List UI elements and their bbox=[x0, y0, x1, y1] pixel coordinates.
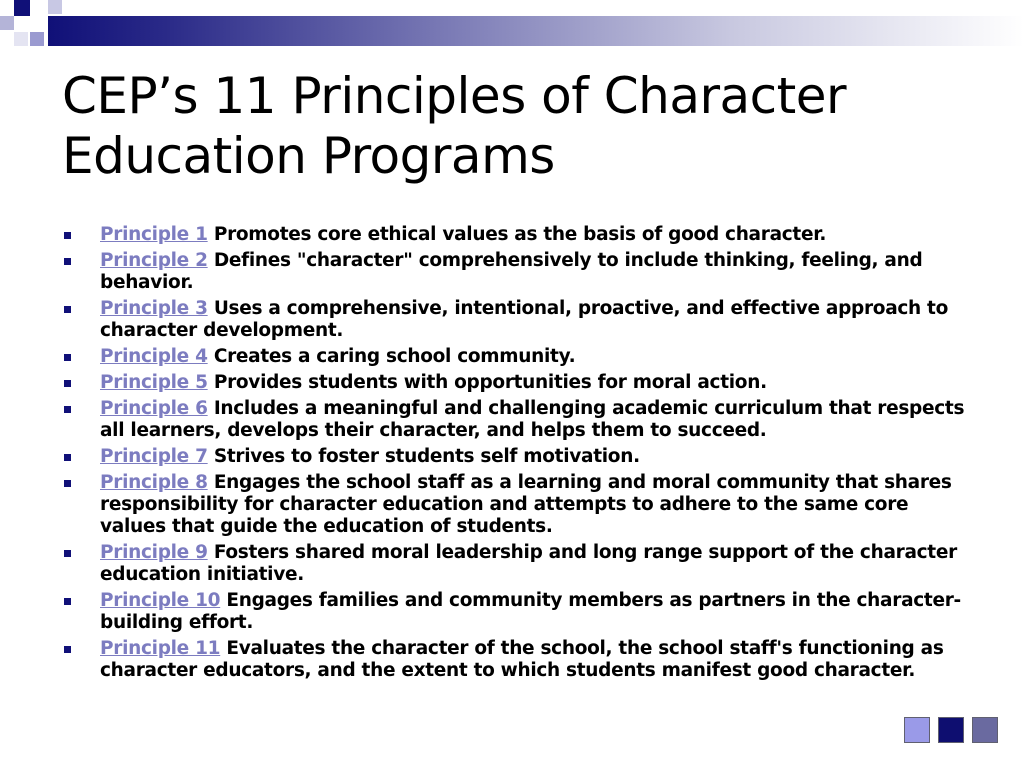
list-item bbox=[62, 372, 967, 394]
bullet-square-icon bbox=[64, 550, 71, 557]
bullet-square-icon bbox=[64, 354, 71, 361]
bullet-square-icon bbox=[64, 380, 71, 387]
list-item bbox=[62, 224, 967, 246]
principle-10-link[interactable]: Principle 10 bbox=[100, 590, 221, 611]
decor-square bbox=[30, 32, 44, 46]
principles-list bbox=[62, 224, 967, 686]
nav-square-icon bbox=[972, 717, 998, 743]
principle-text: Engages the school staff as a learning and moral community that shares responsibility for character education and attempts to adhere to the same core values that guide the education of students. bbox=[100, 472, 952, 537]
principle-text: Includes a meaningful and challenging academic curriculum that respects all learners, develops their character, and helps them to succeed. bbox=[100, 398, 965, 441]
slide-title: CEP’s 11 Principles of Character Education Programs bbox=[62, 67, 847, 185]
decor-square bbox=[14, 32, 28, 46]
principle-text: Fosters shared moral leadership and long range support of the character education initiative. bbox=[100, 542, 957, 585]
list-item bbox=[62, 542, 967, 586]
principle-3-link[interactable]: Principle 3 bbox=[100, 298, 208, 319]
bullet-square-icon bbox=[64, 306, 71, 313]
decor-square bbox=[14, 0, 30, 16]
principle-1-link[interactable]: Principle 1 bbox=[100, 224, 208, 245]
list-item bbox=[62, 638, 967, 682]
bullet-square-icon bbox=[64, 258, 71, 265]
bullet-square-icon bbox=[64, 598, 71, 605]
list-item bbox=[62, 298, 967, 342]
principle-text: Engages families and community members as partners in the character-building effort. bbox=[100, 590, 961, 633]
bullet-square-icon bbox=[64, 454, 71, 461]
principle-7-link[interactable]: Principle 7 bbox=[100, 446, 208, 467]
list-item bbox=[62, 590, 967, 634]
decor-square bbox=[0, 16, 14, 30]
principle-text: Creates a caring school community. bbox=[213, 346, 576, 367]
bullet-square-icon bbox=[64, 232, 71, 239]
principle-text: Strives to foster students self motivation. bbox=[213, 446, 640, 467]
nav-square-icon bbox=[938, 717, 964, 743]
principle-4-link[interactable]: Principle 4 bbox=[100, 346, 208, 367]
principle-5-link[interactable]: Principle 5 bbox=[100, 372, 208, 393]
bullet-square-icon bbox=[64, 480, 71, 487]
principle-text: Provides students with opportunities for moral action. bbox=[213, 372, 767, 393]
principle-11-link[interactable]: Principle 11 bbox=[100, 638, 221, 659]
bullet-square-icon bbox=[64, 646, 71, 653]
principle-6-link[interactable]: Principle 6 bbox=[100, 398, 208, 419]
principle-8-link[interactable]: Principle 8 bbox=[100, 472, 208, 493]
list-item bbox=[62, 250, 967, 294]
list-item bbox=[62, 446, 967, 468]
principle-text: Promotes core ethical values as the basis of good character. bbox=[213, 224, 827, 245]
nav-square-icon bbox=[904, 717, 930, 743]
decor-square bbox=[48, 0, 62, 14]
header-gradient-band bbox=[48, 16, 1024, 46]
principle-text: Uses a comprehensive, intentional, proactive, and effective approach to character development. bbox=[100, 298, 949, 341]
bullet-square-icon bbox=[64, 406, 71, 413]
principle-2-link[interactable]: Principle 2 bbox=[100, 250, 208, 271]
list-item bbox=[62, 346, 967, 368]
principle-9-link[interactable]: Principle 9 bbox=[100, 542, 208, 563]
list-item bbox=[62, 472, 967, 538]
principle-text: Defines "character" comprehensively to include thinking, feeling, and behavior. bbox=[100, 250, 923, 293]
list-item bbox=[62, 398, 967, 442]
principle-text: Evaluates the character of the school, the school staff's functioning as character educators, and the extent to which students manifest good character. bbox=[100, 638, 944, 681]
